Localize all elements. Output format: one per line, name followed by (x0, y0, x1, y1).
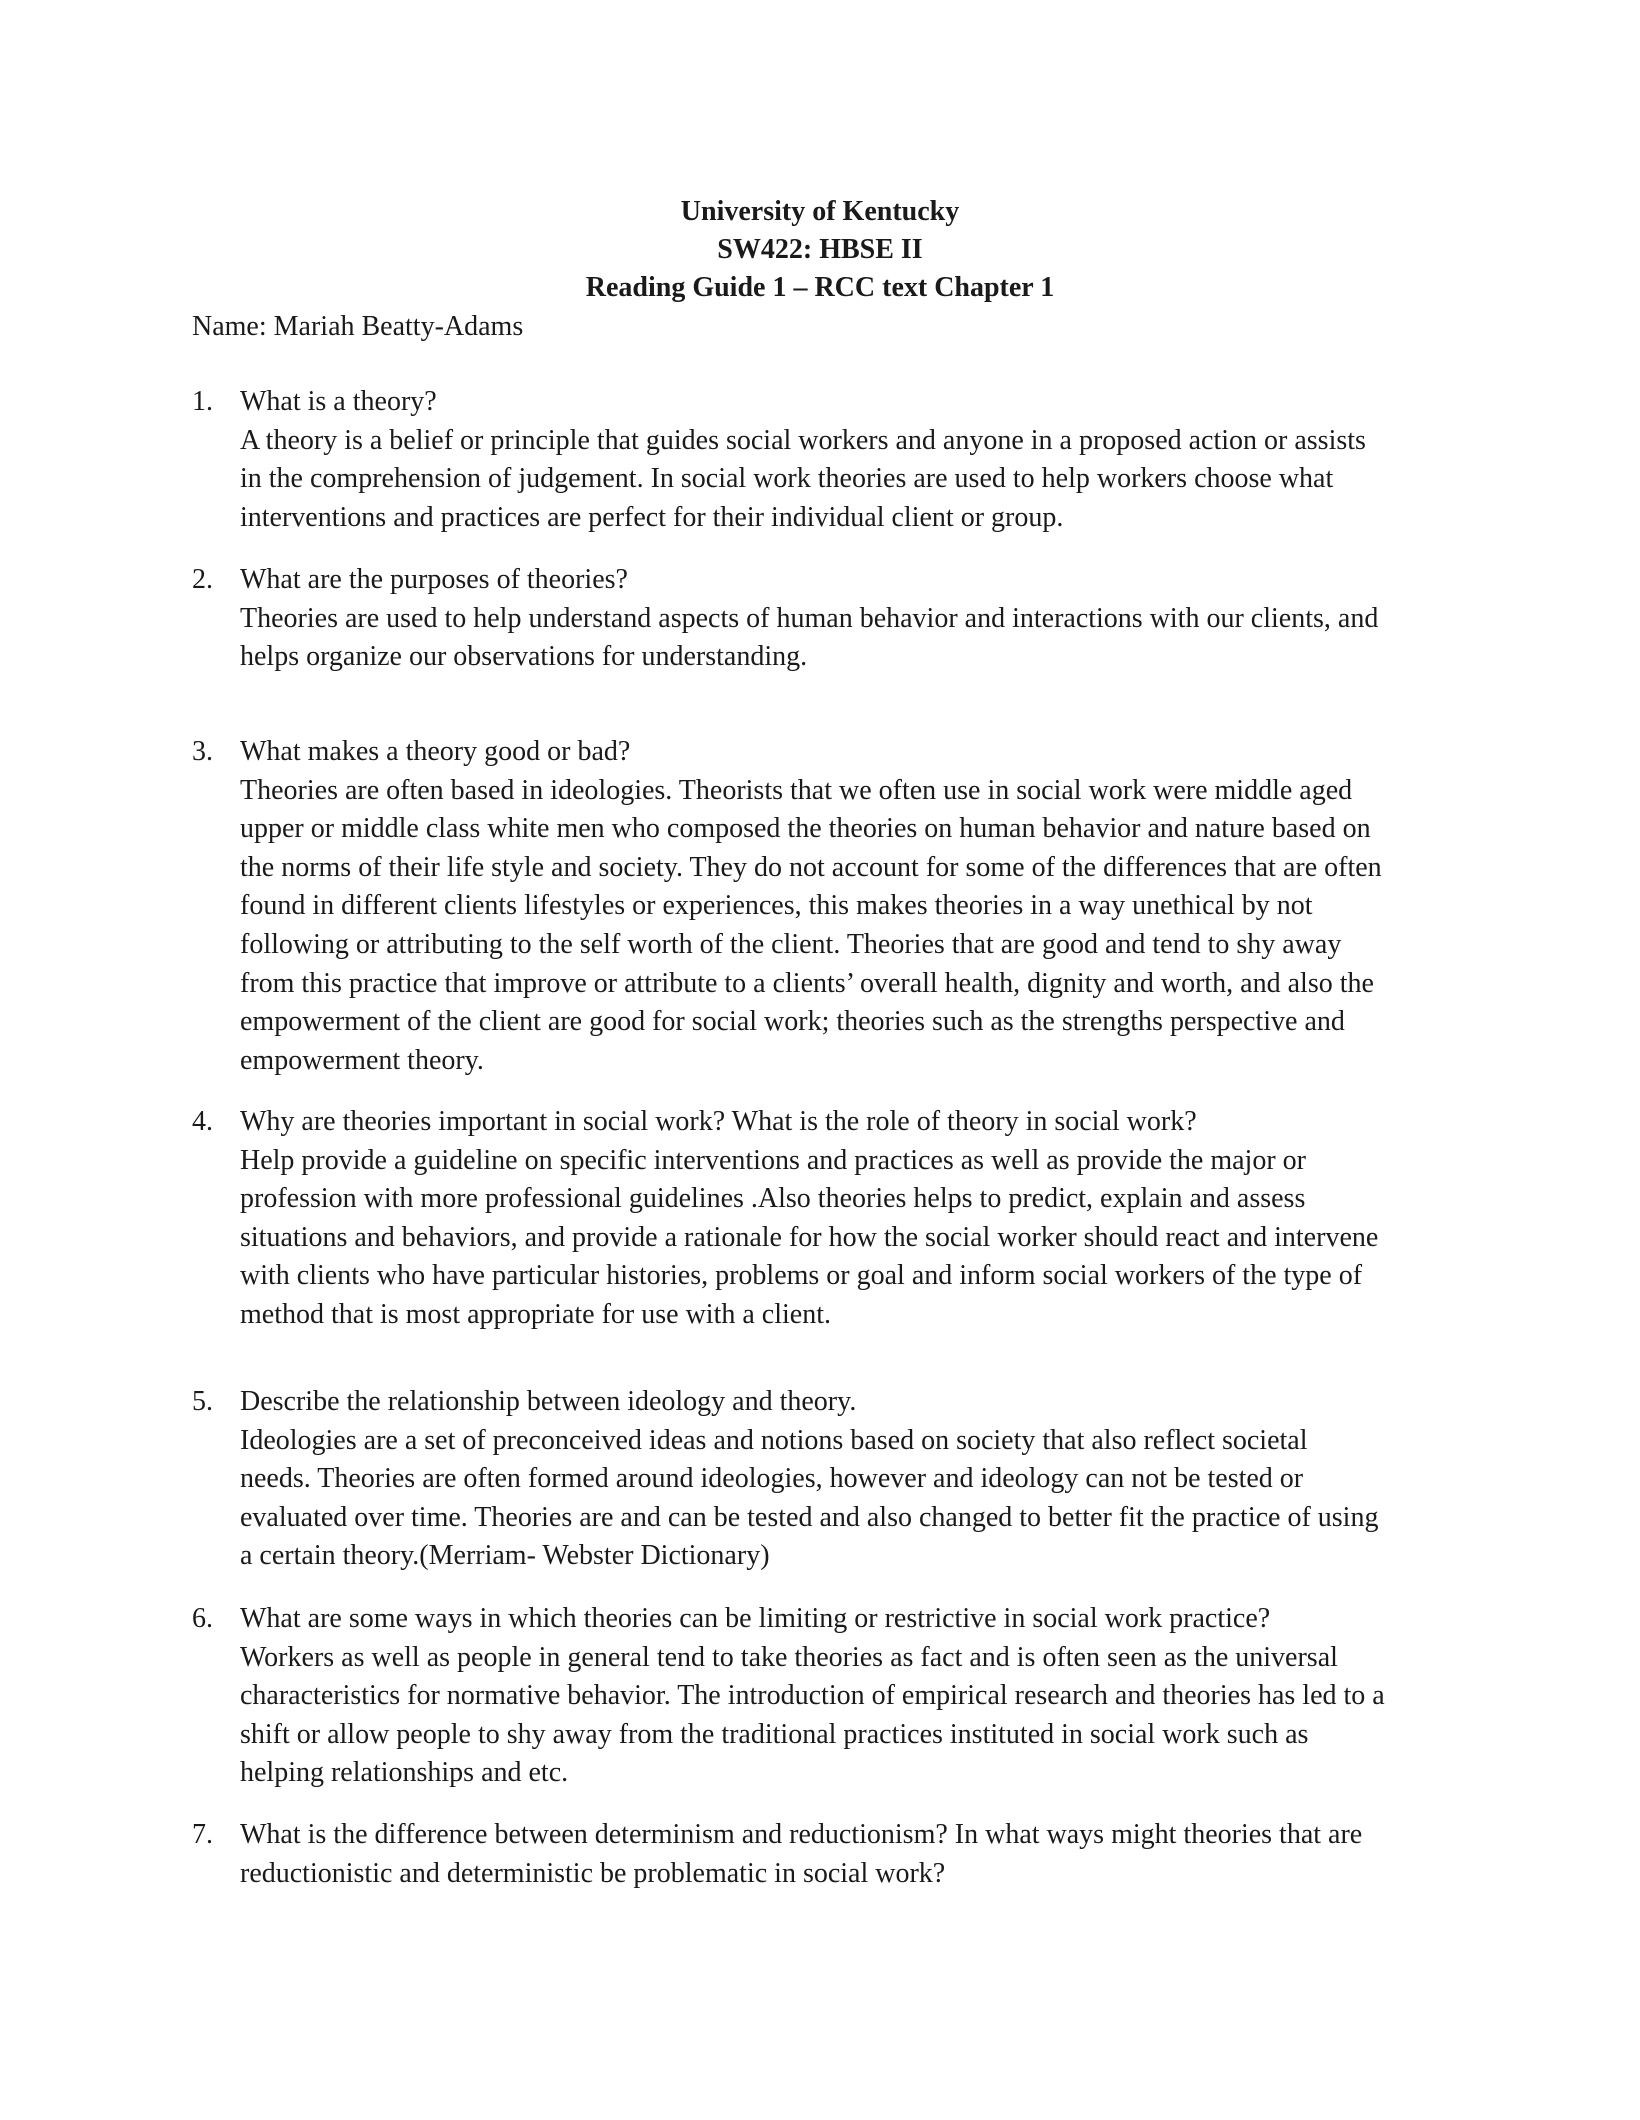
answer-line: profession with more professional guidelines .Also theories helps to predict, explain and assess (240, 1183, 1306, 1215)
answer-line: method that is most appropriate for use with a client. (240, 1298, 831, 1330)
question-item-2 (192, 561, 1452, 677)
question-item-4 (192, 1103, 1452, 1335)
answer-text (240, 1422, 1452, 1576)
answer-line: evaluated over time. Theories are and can be tested and also changed to better fit the practice of using (240, 1501, 1379, 1533)
answer-line: from this practice that improve or attribute to a clients’ overall health, dignity and worth, and also the (240, 967, 1374, 999)
answer-line: shift or allow people to shy away from the traditional practices instituted in social work such as (240, 1718, 1309, 1750)
answer-line: empowerment of the client are good for social work; theories such as the strengths perspective and (240, 1006, 1345, 1038)
question-text (240, 383, 1452, 422)
answer-text (240, 1142, 1452, 1335)
answer-text (240, 600, 1452, 677)
answer-line: characteristics for normative behavior. The introduction of empirical research and theories has led to a (240, 1680, 1385, 1712)
university-title: University of Kentucky (680, 196, 960, 227)
question-number: 2. (192, 564, 213, 595)
answer-line: following or attributing to the self worth of the client. Theories that are good and tend to shy away (240, 928, 1342, 960)
question-number: 5. (192, 1386, 213, 1417)
answer-line: with clients who have particular histories, problems or goal and inform social workers of the type of (240, 1260, 1363, 1292)
document-header (0, 193, 1640, 307)
question-text (240, 1600, 1452, 1639)
answer-text (240, 772, 1452, 1081)
question-number: 3. (192, 736, 213, 767)
question-line: Why are theories important in social work? What is the role of theory in social work? (240, 1106, 1197, 1137)
answer-line: helping relationships and etc. (240, 1757, 569, 1789)
question-item-7 (192, 1816, 1452, 1893)
question-text (240, 561, 1452, 600)
answer-line: upper or middle class white men who composed the theories on human behavior and nature based on (240, 813, 1371, 845)
question-line: What is a theory? (240, 386, 437, 417)
answer-line: in the comprehension of judgement. In social work theories are used to help workers choose what (240, 463, 1334, 495)
question-line: reductionistic and deterministic be problematic in social work? (240, 1857, 946, 1889)
answer-line: situations and behaviors, and provide a rationale for how the social worker should react and intervene (240, 1221, 1379, 1253)
question-item-3 (192, 733, 1452, 1080)
question-line: What are some ways in which theories can be limiting or restrictive in social work practice? (240, 1603, 1271, 1634)
student-name: Name: Mariah Beatty-Adams (192, 311, 524, 342)
answer-line: empowerment theory. (240, 1044, 484, 1076)
answer-line: a certain theory.(Merriam- Webster Dictionary) (240, 1540, 770, 1572)
question-text (240, 733, 1452, 772)
answer-line: Ideologies are a set of preconceived ideas and notions based on society that also reflect societal (240, 1424, 1308, 1456)
answer-line: helps organize our observations for understanding. (240, 641, 808, 673)
answer-line: interventions and practices are perfect for their individual client or group. (240, 501, 1064, 533)
question-line: What are the purposes of theories? (240, 564, 628, 595)
question-line: Describe the relationship between ideology and theory. (240, 1386, 857, 1417)
question-text (240, 1103, 1452, 1142)
answer-line: A theory is a belief or principle that guides social workers and anyone in a proposed action or assists (240, 424, 1366, 456)
question-text (240, 1383, 1452, 1422)
answer-line: Help provide a guideline on specific interventions and practices as well as provide the major or (240, 1144, 1306, 1176)
answer-text (240, 1639, 1452, 1793)
question-item-6 (192, 1600, 1452, 1793)
answer-line: Theories are used to help understand aspects of human behavior and interactions with our clients, and (240, 602, 1379, 634)
answer-line: Theories are often based in ideologies. Theorists that we often use in social work were middle aged (240, 774, 1353, 806)
course-title: SW422: HBSE II (717, 234, 923, 265)
question-number: 1. (192, 386, 213, 417)
answer-line: needs. Theories are often formed around ideologies, however and ideology can not be tested or (240, 1463, 1304, 1495)
question-item-5 (192, 1383, 1452, 1576)
question-item-1 (192, 383, 1452, 537)
question-number: 4. (192, 1106, 213, 1137)
answer-text (240, 422, 1452, 538)
answer-line: the norms of their life style and society. They do not account for some of the differences that are often (240, 851, 1382, 883)
answer-line: Workers as well as people in general tend to take theories as fact and is often seen as the universal (240, 1641, 1338, 1673)
question-number: 6. (192, 1603, 213, 1634)
question-text (240, 1816, 1452, 1893)
guide-title: Reading Guide 1 – RCC text Chapter 1 (585, 272, 1055, 303)
question-line: What is the difference between determinism and reductionism? In what ways might theories that are (240, 1819, 1363, 1850)
question-line: What makes a theory good or bad? (240, 736, 631, 767)
answer-line: found in different clients lifestyles or experiences, this makes theories in a way unethical by not (240, 890, 1313, 922)
question-number: 7. (192, 1819, 213, 1850)
